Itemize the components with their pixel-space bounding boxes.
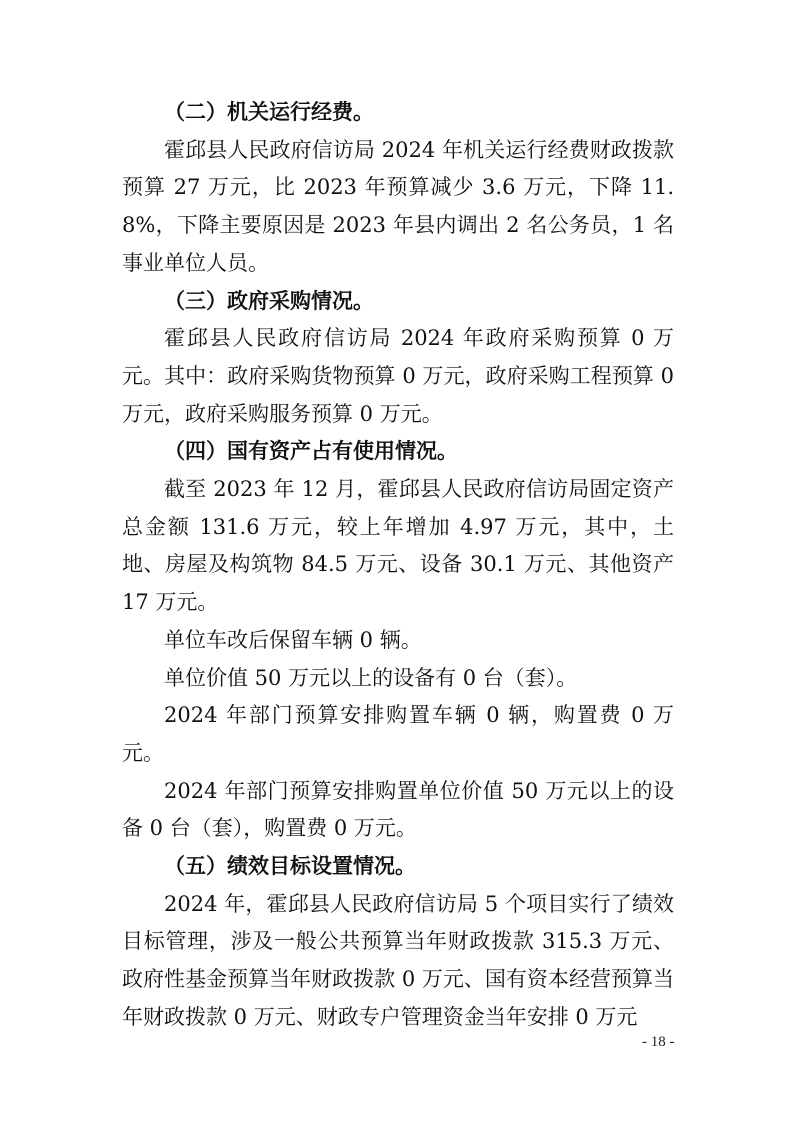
- paragraph-retained-vehicles: 单位车改后保留车辆 0 辆。: [164, 627, 422, 652]
- paragraph-high-value-equipment: 单位价值 50 万元以上的设备有 0 台（套）。: [164, 665, 578, 690]
- paragraph-operating-expenses: 霍邱县人民政府信访局 2024 年机关运行经费财政拨款预算 27 万元，比 2023 年预算减少 3.6 万元，下降 11.8%，下降主要原因是 2023 年县内调出 2 名公务员，1 名事业单位人员。: [122, 137, 674, 275]
- paragraph-government-procurement: 霍邱县人民政府信访局 2024 年政府采购预算 0 万元。其中：政府采购货物预算 0 万元，政府采购工程预算 0 万元，政府采购服务预算 0 万元。: [122, 326, 674, 426]
- page-number: - 18 -: [642, 1034, 675, 1050]
- paragraph-vehicle-purchase-budget: 2024 年部门预算安排购置车辆 0 辆，购置费 0 万元。: [122, 703, 674, 765]
- section-heading-state-assets: （四）国有资产占有使用情况。: [164, 439, 458, 464]
- document-body: [122, 94, 674, 1037]
- paragraph-performance-targets: 2024 年，霍邱县人民政府信访局 5 个项目实行了绩效目标管理，涉及一般公共预算当年财政拨款 315.3 万元、政府性基金预算当年财政拨款 0 万元、国有资本经营预算当年财政拨款 0 万元、财政专户管理资金当年安排 0 万元: [122, 891, 674, 1029]
- section-heading-performance-targets: （五）绩效目标设置情况。: [164, 854, 416, 879]
- paragraph-equipment-purchase-budget: 2024 年部门预算安排购置单位价值 50 万元以上的设备 0 台（套），购置费 0 万元。: [122, 778, 674, 841]
- paragraph-fixed-assets: 截至 2023 年 12 月，霍邱县人民政府信访局固定资产总金额 131.6 万元，较上年增加 4.97 万元，其中，土地、房屋及构筑物 84.5 万元、设备 30.1 万元、其他资产 17 万元。: [122, 477, 674, 615]
- section-heading-government-procurement: （三）政府采购情况。: [164, 288, 374, 313]
- section-heading-operating-expenses: （二）机关运行经费。: [164, 100, 374, 124]
